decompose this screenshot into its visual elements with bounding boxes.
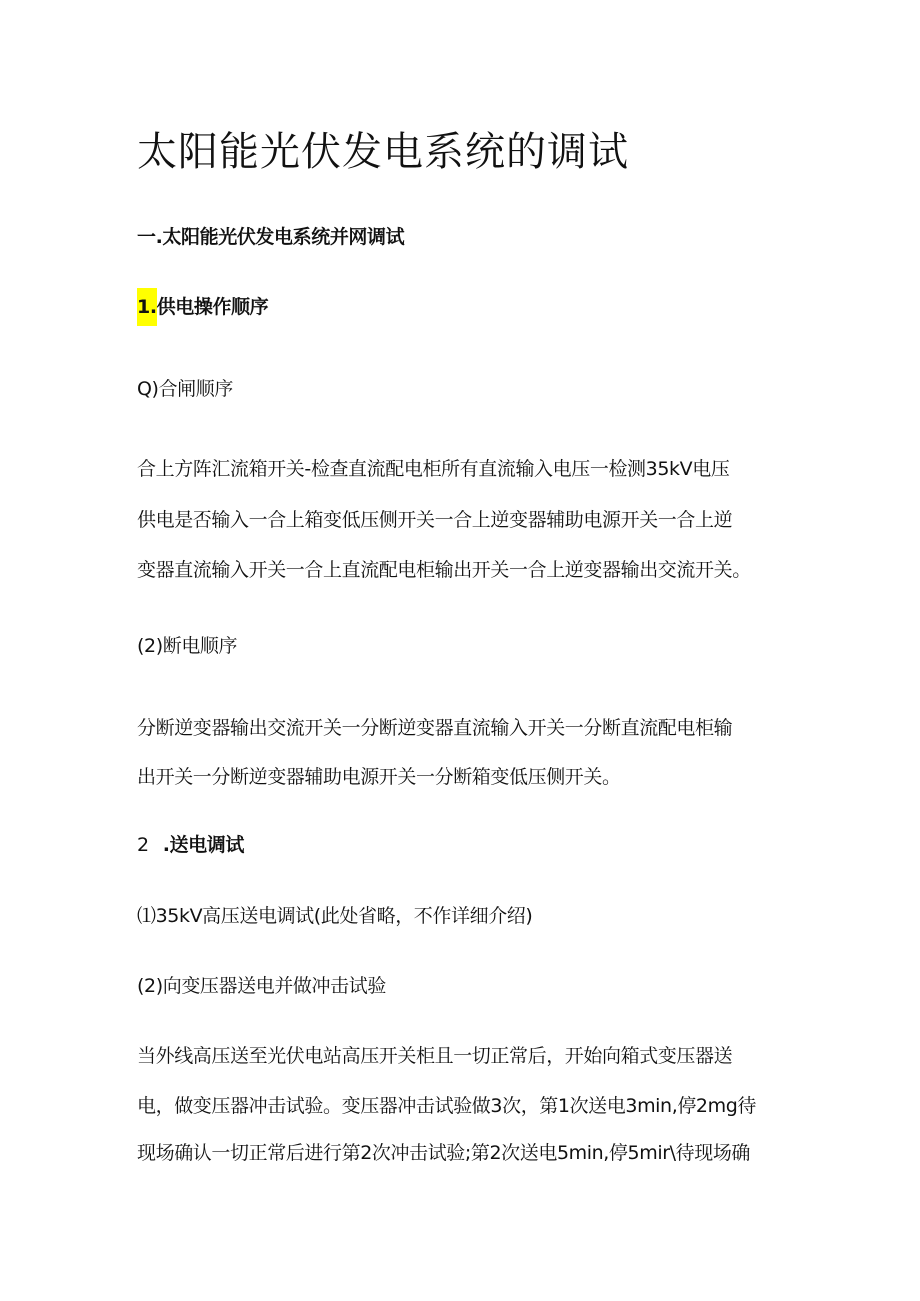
- paragraph-line: 电，做变压器冲击试验。变压器冲击试验做3次，第1次送电3min,停2mg待: [137, 1095, 756, 1117]
- subsection-heading-2: [137, 832, 244, 858]
- item-heading-close-sequence: Q)合闸顺序: [137, 378, 233, 400]
- paragraph-line: 出开关一分断逆变器辅助电源开关一分断箱变低压侧开关。: [137, 766, 621, 788]
- item-heading-transformer-test: (2)向变压器送电并做冲击试验: [137, 975, 386, 997]
- paragraph-line: 合上方阵汇流箱开关-检查直流配电柜所有直流输入电压一检测35kV电压: [137, 458, 730, 480]
- subsection-heading-1: [137, 294, 268, 326]
- highlighted-number: 1.: [137, 288, 157, 326]
- document-title: 太阳能光伏发电系统的调试: [137, 129, 629, 175]
- paragraph-line: 分断逆变器输出交流开关一分断逆变器直流输入开关一分断直流配电柜输: [137, 717, 733, 739]
- subsection-heading-2-text: .送电调试: [162, 834, 244, 856]
- paragraph-line: 变器直流输入开关一合上直流配电柜输出开关一合上逆变器输出交流开关。: [137, 559, 751, 581]
- item-heading-hv-test: ⑴35kV高压送电调试(此处省略，不作详细介绍): [137, 905, 533, 927]
- section-heading: 一.太阳能光伏发电系统并网调试: [137, 226, 405, 248]
- paragraph-line: 当外线高压送至光伏电站高压开关柜且一切正常后，开始向箱式变压器送: [137, 1045, 733, 1067]
- paragraph-line: 供电是否输入一合上箱变低压侧开关一合上逆变器辅助电源开关一合上逆: [137, 509, 733, 531]
- item-heading-open-sequence: (2)断电顺序: [137, 635, 238, 657]
- paragraph-line: 现场确认一切正常后进行第2次冲击试验;第2次送电5min,停5mir\待现场确: [137, 1142, 751, 1164]
- subsection-heading-2-number: 2: [137, 834, 149, 856]
- subsection-heading-1-text: 供电操作顺序: [156, 296, 269, 318]
